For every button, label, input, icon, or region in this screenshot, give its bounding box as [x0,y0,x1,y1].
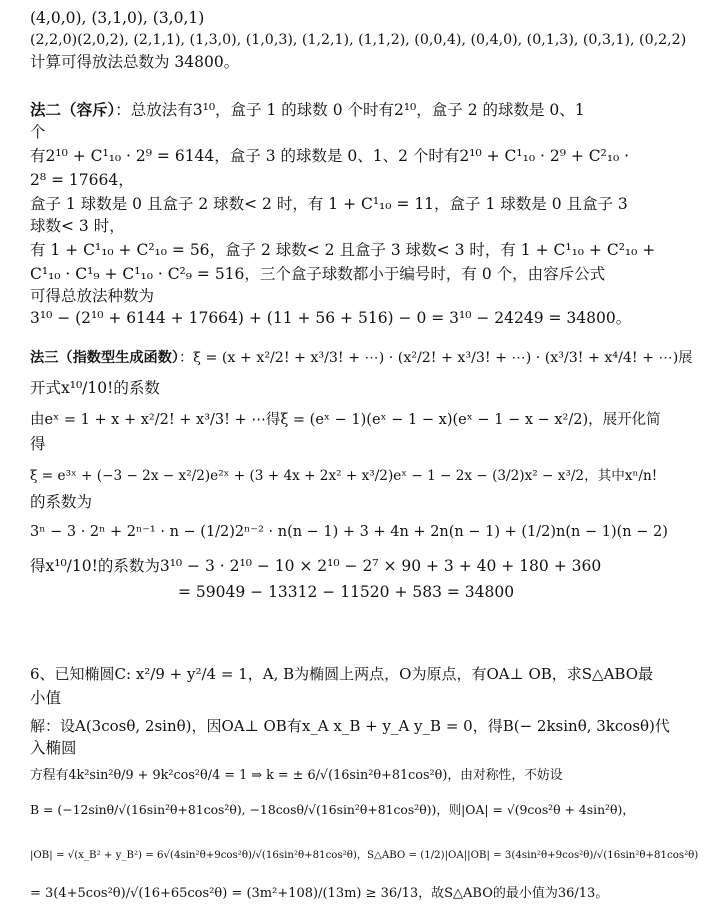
method3-text-1: ：ξ = (x + x²/2! + x³/3! + ⋯) · (x²/2! + x³/3! + ⋯) · (x³/3! + x⁴/4! + ⋯)展 [178,350,693,366]
problem6-line-6: B = (−12sinθ/√(16sin²θ+81cos²θ), −18cosθ/√(16sin²θ+81cos²θ))，则|OA| = √(9cos²θ + 4sin²θ)， [30,802,635,817]
method2-line-4: 2⁸ = 17664， [30,171,134,189]
tuple-result-line: 计算可得放法总数为 34800。 [30,53,240,71]
method3-line-2: 开式x¹⁰/10!的系数 [30,379,160,397]
method2-line-6: 球数< 3 时， [30,217,125,235]
method3-title: 法三（指数型生成函数） [30,350,179,366]
method3-line-3: 由eˣ = 1 + x + x²/2! + x³/3! + ⋯得ξ = (eˣ − 1)(eˣ − 1 − x)(eˣ − 1 − x − x²/2)，展开化简 [30,412,661,428]
method2-line-7: 有 1 + C¹₁₀ + C²₁₀ = 56，盒子 2 球数< 2 且盒子 3 球数< 3 时，有 1 + C¹₁₀ + C²₁₀ + [30,241,656,259]
method2-line-2: 个 [30,123,46,141]
method3-line-6: 的系数为 [30,493,93,511]
tuple-line-1: (4,0,0), (3,1,0), (3,0,1) [30,9,205,27]
problem6-line-1: 6、已知椭圆C: x²/9 + y²/4 = 1，A, B为椭圆上两点，O为原点，有OA⊥ OB，求S△ABO最 [30,665,654,683]
method2-line-5: 盒子 1 球数是 0 且盒子 2 球数< 2 时，有 1 + C¹₁₀ = 11，盒子 1 球数是 0 且盒子 3 [30,195,628,213]
method3-line-7: 3ⁿ − 3 · 2ⁿ + 2ⁿ⁻¹ · n − (1/2)2ⁿ⁻² · n(n − 1) + 3 + 4n + 2n(n − 1) + (1/2)n(n − 1)(n − 2) [30,524,668,540]
problem6-line-7: |OB| = √(x_B² + y_B²) = 6√(4sin²θ+9cos²θ)/√(16sin²θ+81cos²θ)，S△ABO = (1/2)|OA||OB| = 3(4sin²θ+9cos²θ)/√(16sin²θ+81cos²θ) [30,850,699,861]
method2-text-1: ：总放法有3¹⁰，盒子 1 的球数 0 个时有2¹⁰，盒子 2 的球数是 0、1 [115,101,585,119]
method2-title: 法二（容斥） [30,100,116,119]
tuple-line-2: (2,2,0)(2,0,2), (2,1,1), (1,3,0), (1,0,3), (1,2,1), (1,1,2), (0,0,4), (0,4,0), (0,1,3), (0,3,1), (0,2,2) [30,32,687,48]
method2-line-9: 可得总放法种数为 [30,287,155,305]
problem6-line-5: 方程有4k²sin²θ/9 + 9k²cos²θ/4 = 1 ⇒ k = ± 6/√(16sin²θ+81cos²θ)，由对称性，不妨设 [30,768,563,783]
method3-line-8: 得x¹⁰/10!的系数为3¹⁰ − 3 · 2¹⁰ − 10 × 2¹⁰ − 2⁷ × 90 + 3 + 40 + 180 + 360 [30,557,602,575]
problem6-line-4: 入椭圆 [30,739,77,757]
method2-line-1 [30,100,585,120]
method2-line-10: 3¹⁰ − (2¹⁰ + 6144 + 17664) + (11 + 56 + 516) − 0 = 3¹⁰ − 24249 = 34800。 [30,309,632,327]
method3-line-5: ξ = e³ˣ + (−3 − 2x − x²/2)e²ˣ + (3 + 4x + 2x² + x³/2)eˣ − 1 − 2x − (3/2)x² − x³/2，其中xⁿ/n! [30,468,658,484]
problem6-line-8: = 3(4+5cos²θ)/√(16+65cos²θ) = (3m²+108)/(13m) ≥ 36/13，故S△ABO的最小值为36/13。 [30,886,609,901]
method2-line-3: 有2¹⁰ + C¹₁₀ · 2⁹ = 6144，盒子 3 的球数是 0、1、2 个时有2¹⁰ + C¹₁₀ · 2⁹ + C²₁₀ · [30,147,630,165]
problem6-line-3: 解：设A(3cosθ, 2sinθ)，因OA⊥ OB有x_A x_B + y_A y_B = 0，得B(− 2ksinθ, 3kcosθ)代 [30,717,670,735]
problem6-line-2: 小值 [30,689,62,707]
method3-line-9: = 59049 − 13312 − 11520 + 583 = 34800 [178,583,515,601]
method2-line-8: C¹₁₀ · C¹₉ + C¹₁₀ · C²₉ = 516，三个盒子球数都小于编号时，有 0 个，由容斥公式 [30,265,606,283]
method3-line-1 [30,348,692,368]
method3-line-4: 得 [30,435,46,453]
